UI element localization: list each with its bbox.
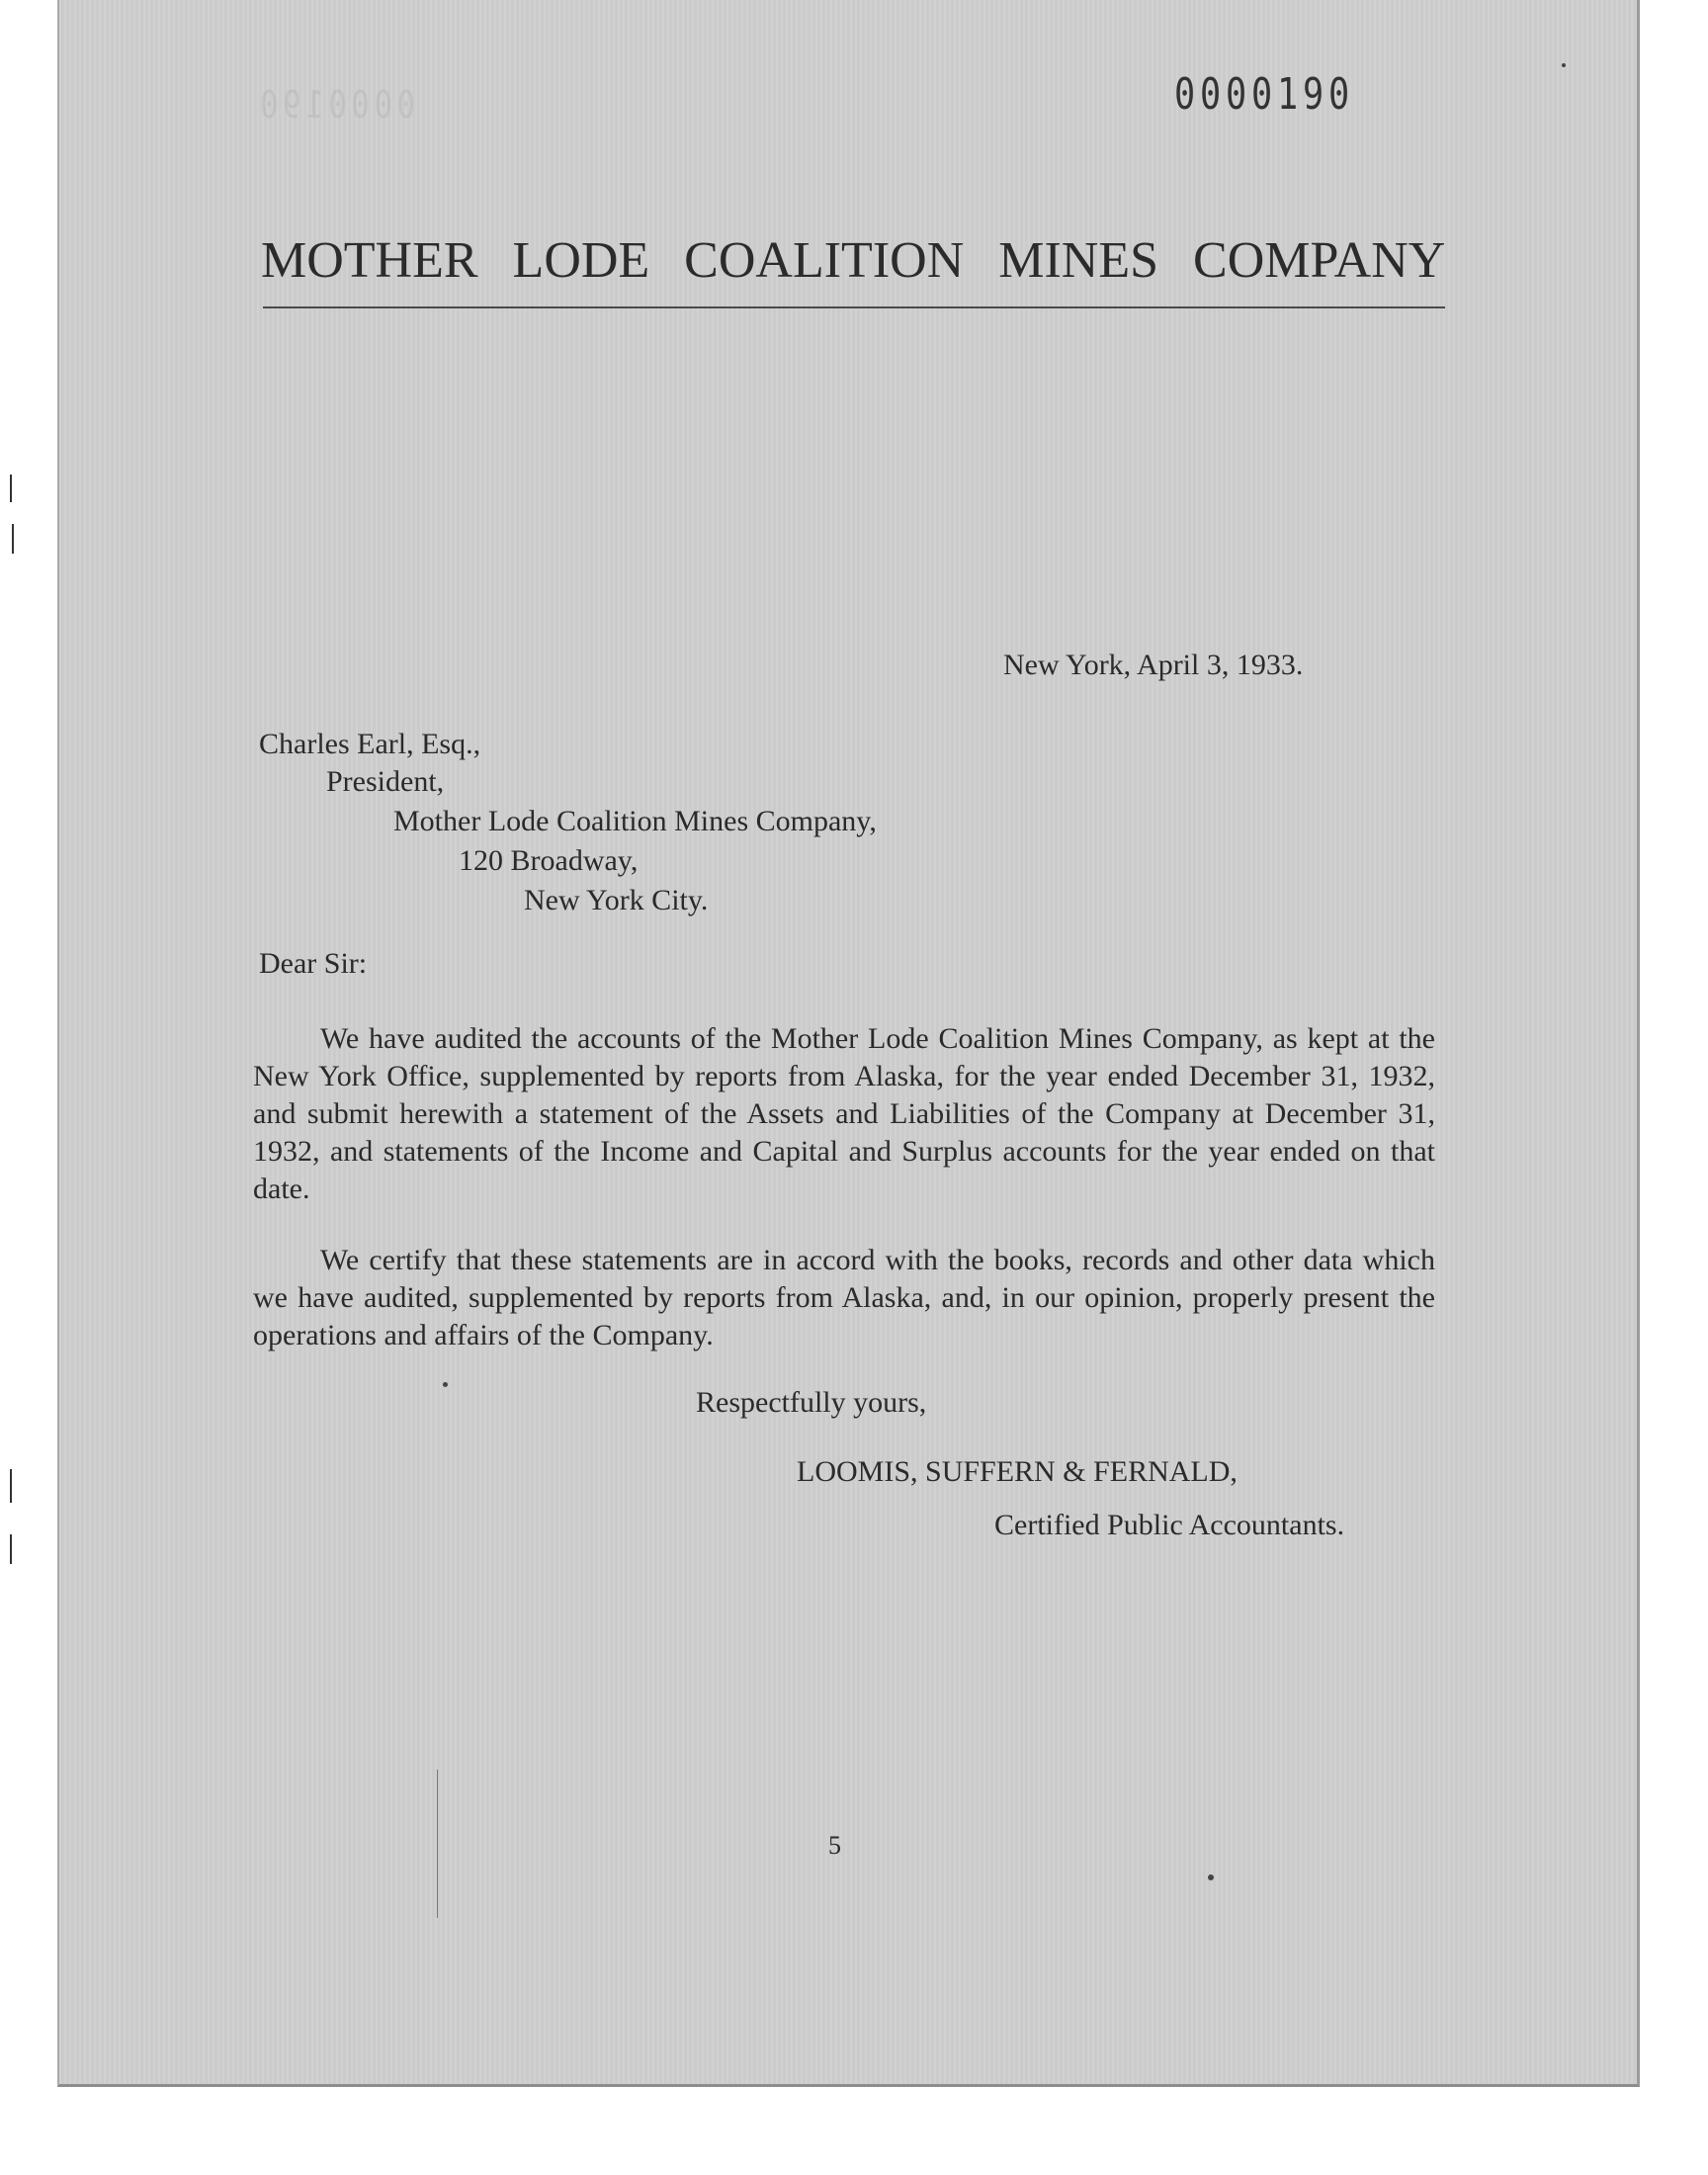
scan-edge-mark: [10, 1534, 12, 1564]
date-line: New York, April 3, 1933.: [1003, 649, 1304, 681]
paper-speck: [1562, 63, 1566, 67]
body-paragraph-2-text: We certify that these statements are in accord with the books, records and other data which we have audited, supplemented by reports from Alaska, and, in our opinion, properly present the operations and affairs of the Company.: [253, 1244, 1435, 1351]
addressee-street: 120 Broadway,: [459, 844, 639, 877]
bleed-through-number: 0000190: [255, 83, 415, 127]
salutation: Dear Sir:: [259, 947, 368, 980]
closing: Respectfully yours,: [696, 1386, 927, 1419]
letterhead-rule: [263, 306, 1445, 308]
addressee-title: President,: [326, 765, 445, 798]
document-page: [57, 0, 1640, 2087]
scan-edge-mark: [10, 475, 12, 502]
addressee-name: Charles Earl, Esq.,: [259, 728, 481, 760]
signatory-title: Certified Public Accountants.: [994, 1509, 1345, 1541]
paper-speck: [443, 1382, 448, 1387]
paper-speck: [1208, 1874, 1214, 1880]
page-number: 5: [828, 1831, 841, 1860]
scan-edge-mark: [12, 524, 14, 554]
scan-edge-mark: [10, 1469, 12, 1503]
letterhead-title: MOTHER LODE COALITION MINES COMPANY: [261, 232, 1446, 289]
paper-crease: [437, 1770, 438, 1918]
addressee-company: Mother Lode Coalition Mines Company,: [393, 805, 877, 837]
body-paragraph-1: [253, 1020, 1435, 1208]
body-paragraph-1-text: We have audited the accounts of the Mother Lode Coalition Mines Company, as kept at the New York Office, supplemented by reports from Alaska, for the year ended December 31, 1932, and submit herewith a statement of the Assets and Liabilities of the Company at December 31, 1932, and statements of the Income and Capital and Surplus accounts for the year ended on that date.: [253, 1022, 1435, 1205]
document-control-number: 0000190: [1174, 69, 1354, 120]
body-paragraph-2: [253, 1242, 1435, 1354]
addressee-city: New York City.: [524, 884, 709, 916]
signatory-firm: LOOMIS, SUFFERN & FERNALD,: [797, 1455, 1238, 1488]
